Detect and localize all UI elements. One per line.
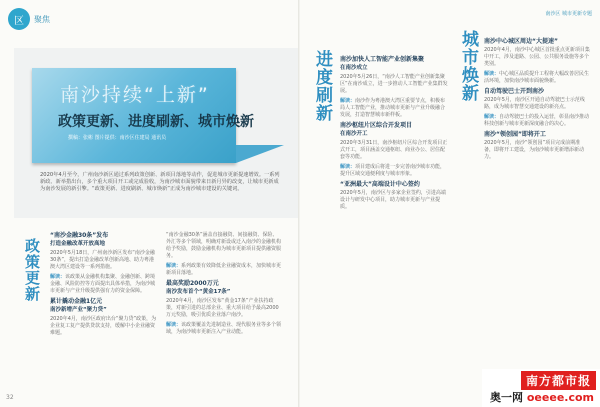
- article-headline: 南沙中心城区周边“大提速”: [484, 38, 558, 45]
- article-paragraph: 2020年5月，南沙区开通自动驾驶巴士示范线路，成为城市智慧交通建设的新亮点。: [484, 97, 585, 110]
- article-headline: 南沙枢纽片区综合开发项目: [340, 122, 413, 129]
- banner-callout-tail: [236, 145, 284, 163]
- article-paragraph: 2020年4月，南沙中心城区首批重点更新项目集中开工，涉及道路、公园、公共服务设施等多个类别。: [484, 47, 590, 67]
- article-subheadline: 在南沙成立: [340, 65, 368, 71]
- article-paragraph: 2020年4月，南沙区政府出台“聚力贷”政策，为企业复工复产提供贷款支持，缓解中小企业融资难题。: [50, 316, 157, 336]
- article-paragraph: [340, 164, 448, 178]
- article-headline: 南沙加快人工智能产业创新集聚: [340, 56, 425, 63]
- note-text: 南沙作为粤港澳大湾区重要节点，积极布局人工智能产业，推动城市更新与产业升级融合发展，打造智慧城市新样板。: [340, 98, 446, 118]
- article-paragraph: 2020年5月18日，广州南沙新区发布“南沙金融30条”，提出打造金融改革创新高地、助力粤港澳大湾区建设等一系列措施。: [50, 250, 155, 270]
- article-subheadline: 在南沙开工: [340, 131, 368, 137]
- article-headline: 最高奖励2000万元: [166, 280, 219, 287]
- watermark-brand: 南方都市报: [521, 371, 596, 390]
- note-text: 项目建成后将进一步完善南沙城市功能，提升区域交通便利度与城市形象。: [340, 164, 446, 177]
- banner-subtitle: 政策更新、进度刷新、城市焕新: [58, 114, 254, 130]
- article-headline: 南沙“领创园”即将开工: [484, 131, 546, 138]
- badge-label: 聚焦: [34, 14, 50, 24]
- banner-byline: 撰稿：张彬 图片提供：南沙区住建局 通讯员: [68, 135, 167, 141]
- article-column-left-2: [166, 232, 282, 339]
- vertical-title-city: 城市焕新: [458, 30, 478, 102]
- note-label: 解读：: [484, 71, 500, 77]
- article-subheadline: 南沙发布首个“黄金17条”: [166, 289, 231, 295]
- note-label: 解读：: [484, 114, 500, 120]
- banner-title: 南沙持续“上新”: [60, 84, 210, 106]
- watermark-site-prefix: 奥一网: [490, 391, 524, 404]
- note-text: 该政策覆盖先进制造业、现代服务业等多个领域，为南沙城市更新注入产业动能。: [166, 322, 282, 335]
- note-label: 解读：: [166, 322, 182, 328]
- note-label: 解读：: [340, 98, 356, 104]
- note-text: 自动驾驶巴士的投入运营，彰显南沙推动科技创新与城市更新深度融合的决心。: [484, 114, 590, 127]
- note-text: 该政策从金融机构集聚、金融创新、跨境金融、风险防控等方面提出具体举措，为南沙城市更新与产业升级提供强有力的资金保障。: [50, 274, 156, 294]
- note-label: 解读：: [340, 164, 356, 170]
- watermark-logo: [482, 369, 600, 407]
- article-headline: “亚洲最大”高端设计中心签约: [340, 181, 420, 188]
- article-headline: 累计撬动金融1亿元: [50, 298, 103, 305]
- article-paragraph: 2020年3月31日，南沙枢纽片区综合开发项目正式开工，项目涵盖交通枢纽、商业办公、居住配套等功能。: [340, 140, 448, 160]
- article-column-right-1: [340, 56, 448, 214]
- article-column-right-2: [484, 38, 590, 164]
- running-header: 南沙区 城市更新专题: [545, 11, 592, 17]
- article-subheadline: 南沙新增产业“聚力贷”: [50, 307, 107, 313]
- article-headline: “南沙金融30条”发布: [50, 232, 109, 239]
- article-paragraph: [484, 71, 590, 85]
- article-column-left-1: [50, 232, 158, 340]
- article-paragraph: 2020年5月，南沙“领创园”项目完成前期准备，即将开工建设，为南沙城市更新增添新动力。: [484, 140, 585, 160]
- article-subheadline: 打造金融改革开放高地: [50, 241, 106, 247]
- page-number: 32: [6, 394, 14, 401]
- article-paragraph: [484, 114, 590, 128]
- watermark-site-domain: oeeee.com: [526, 391, 594, 404]
- vertical-title-progress: 进度刷新: [312, 50, 332, 122]
- section-badge: [8, 8, 50, 30]
- article-paragraph: [340, 98, 448, 119]
- article-paragraph: “南沙金融30条”涵盖直接融资、间接融资、保险、外汇等多个领域，明确对新设或迁入南沙的金融机构给予奖励，鼓励金融机构为城市更新项目提供融资服务。: [166, 232, 282, 259]
- banner-intro-text: 2020年4月至今，广州南沙新区通过系列政策创新、新项目落地等动作，促进城市更新提速增效。一系列新政、新举措出台，多个重大项目开工或完成验收，为南沙城市面貌带来日新月异的改变，让城市更新成为南沙发展的新引擎。“政策更新、进度刷新、城市焕新”正成为南沙城市建设的关键词。: [40, 172, 280, 192]
- note-label: 解读：: [166, 263, 182, 269]
- article-paragraph: 2020年5月，南沙区与多家企业签约，引进高端设计与研发中心项目，助力城市更新与产业提质。: [340, 190, 446, 210]
- article-paragraph: [50, 274, 158, 295]
- note-text: 中心城区品质提升工程将大幅改善居民生活环境，加快南沙城市面貌焕新。: [484, 71, 590, 84]
- article-paragraph: [166, 263, 282, 277]
- watermark-site: [490, 389, 594, 405]
- article-paragraph: 2020年5月26日，“南沙人工智能产业创新集聚区”在南沙成立，进一步推动人工智能产业集群发展。: [340, 74, 448, 94]
- article-paragraph: 2020年4月，南沙区发布“黄金17条”产业扶持政策，对新引进的总部企业、重大项目给予最高2000万元奖励，吸引优质企业落户南沙。: [166, 298, 279, 318]
- note-text: 系列政策有效降低企业融资成本，加快城市更新项目落地。: [166, 263, 282, 276]
- right-page: [300, 0, 600, 407]
- note-label: 解读：: [50, 274, 66, 280]
- article-paragraph: [166, 322, 282, 336]
- badge-circle-icon: 区: [8, 8, 30, 30]
- vertical-title-policy: 政策更新: [23, 238, 41, 302]
- article-headline: 自动驾驶巴士开到南沙: [484, 88, 545, 95]
